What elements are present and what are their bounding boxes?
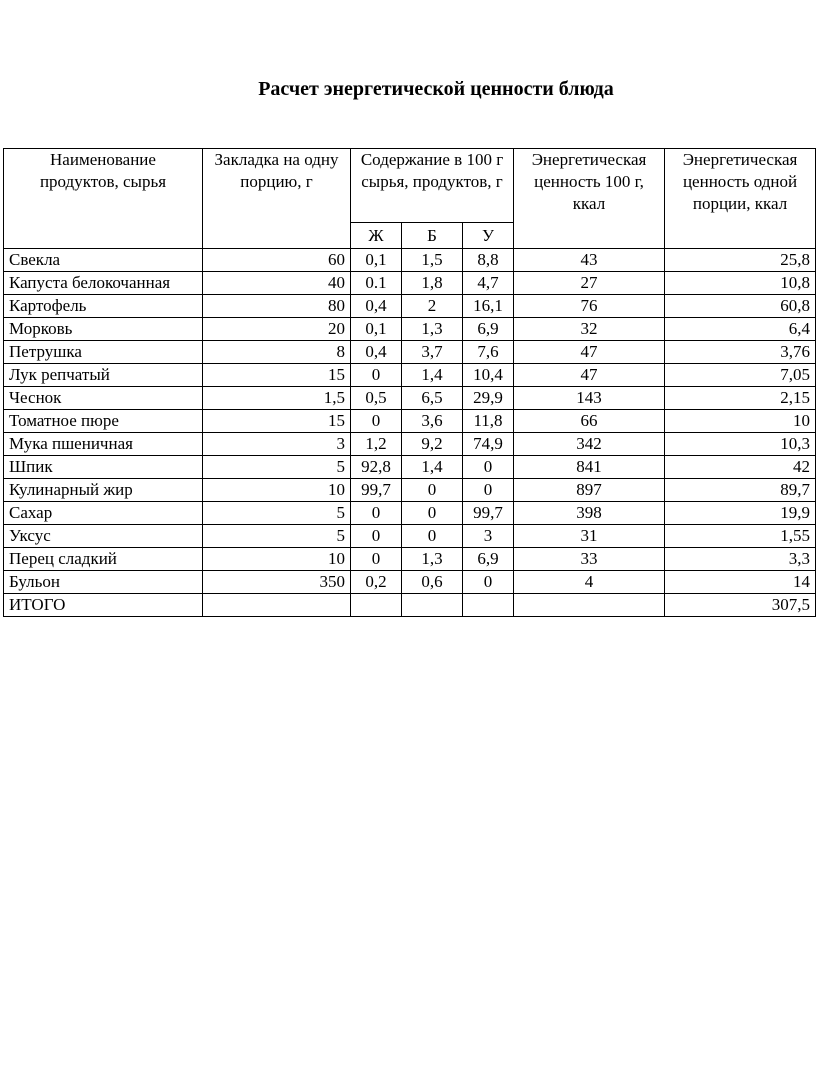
cell-name: Шпик bbox=[4, 456, 203, 479]
table-row bbox=[4, 364, 816, 387]
cell-energy-portion: 25,8 bbox=[665, 249, 816, 272]
header-carbs: У bbox=[463, 223, 514, 249]
table-row bbox=[4, 502, 816, 525]
cell-carbs: 10,4 bbox=[463, 364, 514, 387]
cell-protein: 0,6 bbox=[402, 571, 463, 594]
cell-fat: 0 bbox=[351, 364, 402, 387]
cell-portion: 15 bbox=[203, 410, 351, 433]
cell-energy-portion: 2,15 bbox=[665, 387, 816, 410]
cell-portion: 350 bbox=[203, 571, 351, 594]
cell-carbs: 0 bbox=[463, 571, 514, 594]
total-empty-cell bbox=[203, 594, 351, 617]
cell-portion: 20 bbox=[203, 318, 351, 341]
cell-fat: 99,7 bbox=[351, 479, 402, 502]
cell-protein: 1,3 bbox=[402, 318, 463, 341]
cell-protein: 1,4 bbox=[402, 456, 463, 479]
header-row bbox=[4, 149, 816, 223]
cell-name: Капуста белокочанная bbox=[4, 272, 203, 295]
total-empty-cell bbox=[402, 594, 463, 617]
cell-energy-portion: 14 bbox=[665, 571, 816, 594]
cell-energy-100: 47 bbox=[514, 341, 665, 364]
cell-fat: 0.1 bbox=[351, 272, 402, 295]
cell-protein: 0 bbox=[402, 525, 463, 548]
cell-energy-100: 76 bbox=[514, 295, 665, 318]
table-row bbox=[4, 410, 816, 433]
cell-energy-100: 897 bbox=[514, 479, 665, 502]
cell-energy-100: 4 bbox=[514, 571, 665, 594]
cell-protein: 1,8 bbox=[402, 272, 463, 295]
table-row bbox=[4, 479, 816, 502]
cell-name: Сахар bbox=[4, 502, 203, 525]
cell-carbs: 16,1 bbox=[463, 295, 514, 318]
header-energy-100: Энергетическая ценность 100 г, ккал bbox=[514, 149, 665, 249]
table-row bbox=[4, 318, 816, 341]
table-row bbox=[4, 341, 816, 364]
cell-carbs: 6,9 bbox=[463, 318, 514, 341]
cell-fat: 0 bbox=[351, 548, 402, 571]
cell-name: Бульон bbox=[4, 571, 203, 594]
cell-name: Картофель bbox=[4, 295, 203, 318]
cell-portion: 5 bbox=[203, 502, 351, 525]
cell-fat: 0,4 bbox=[351, 341, 402, 364]
cell-carbs: 74,9 bbox=[463, 433, 514, 456]
cell-energy-portion: 60,8 bbox=[665, 295, 816, 318]
cell-portion: 8 bbox=[203, 341, 351, 364]
cell-energy-100: 342 bbox=[514, 433, 665, 456]
cell-energy-100: 841 bbox=[514, 456, 665, 479]
cell-name: Кулинарный жир bbox=[4, 479, 203, 502]
cell-fat: 0 bbox=[351, 502, 402, 525]
cell-protein: 1,3 bbox=[402, 548, 463, 571]
cell-energy-portion: 1,55 bbox=[665, 525, 816, 548]
total-empty-cell bbox=[514, 594, 665, 617]
cell-energy-portion: 10,8 bbox=[665, 272, 816, 295]
total-empty-cell bbox=[351, 594, 402, 617]
cell-portion: 40 bbox=[203, 272, 351, 295]
cell-carbs: 8,8 bbox=[463, 249, 514, 272]
cell-energy-portion: 3,76 bbox=[665, 341, 816, 364]
cell-energy-100: 47 bbox=[514, 364, 665, 387]
table-row bbox=[4, 433, 816, 456]
cell-carbs: 0 bbox=[463, 456, 514, 479]
cell-energy-portion: 6,4 bbox=[665, 318, 816, 341]
cell-energy-portion: 7,05 bbox=[665, 364, 816, 387]
cell-fat: 0,4 bbox=[351, 295, 402, 318]
cell-energy-portion: 89,7 bbox=[665, 479, 816, 502]
cell-fat: 0,1 bbox=[351, 249, 402, 272]
cell-protein: 0 bbox=[402, 479, 463, 502]
cell-energy-100: 33 bbox=[514, 548, 665, 571]
cell-name: Морковь bbox=[4, 318, 203, 341]
cell-energy-100: 31 bbox=[514, 525, 665, 548]
total-row bbox=[4, 594, 816, 617]
cell-portion: 15 bbox=[203, 364, 351, 387]
cell-name: Свекла bbox=[4, 249, 203, 272]
cell-protein: 0 bbox=[402, 502, 463, 525]
cell-energy-100: 43 bbox=[514, 249, 665, 272]
cell-energy-100: 66 bbox=[514, 410, 665, 433]
cell-energy-portion: 42 bbox=[665, 456, 816, 479]
cell-carbs: 4,7 bbox=[463, 272, 514, 295]
cell-carbs: 0 bbox=[463, 479, 514, 502]
table-row bbox=[4, 249, 816, 272]
cell-fat: 0 bbox=[351, 410, 402, 433]
cell-portion: 1,5 bbox=[203, 387, 351, 410]
table-row bbox=[4, 525, 816, 548]
cell-energy-portion: 10 bbox=[665, 410, 816, 433]
cell-portion: 3 bbox=[203, 433, 351, 456]
table-row bbox=[4, 548, 816, 571]
table-row bbox=[4, 456, 816, 479]
cell-portion: 10 bbox=[203, 479, 351, 502]
cell-name: Перец сладкий bbox=[4, 548, 203, 571]
cell-energy-100: 27 bbox=[514, 272, 665, 295]
total-empty-cell bbox=[463, 594, 514, 617]
cell-carbs: 29,9 bbox=[463, 387, 514, 410]
cell-name: Лук репчатый bbox=[4, 364, 203, 387]
total-label: ИТОГО bbox=[4, 594, 203, 617]
cell-fat: 92,8 bbox=[351, 456, 402, 479]
header-energy-portion: Энергетическая ценность одной порции, ккал bbox=[665, 149, 816, 249]
total-energy-portion: 307,5 bbox=[665, 594, 816, 617]
cell-protein: 1,4 bbox=[402, 364, 463, 387]
cell-fat: 0,2 bbox=[351, 571, 402, 594]
cell-carbs: 11,8 bbox=[463, 410, 514, 433]
cell-energy-portion: 3,3 bbox=[665, 548, 816, 571]
cell-fat: 1,2 bbox=[351, 433, 402, 456]
table-row bbox=[4, 295, 816, 318]
cell-portion: 5 bbox=[203, 456, 351, 479]
cell-energy-portion: 19,9 bbox=[665, 502, 816, 525]
cell-portion: 60 bbox=[203, 249, 351, 272]
cell-protein: 2 bbox=[402, 295, 463, 318]
cell-protein: 6,5 bbox=[402, 387, 463, 410]
table-row bbox=[4, 387, 816, 410]
cell-energy-100: 398 bbox=[514, 502, 665, 525]
cell-energy-portion: 10,3 bbox=[665, 433, 816, 456]
cell-portion: 80 bbox=[203, 295, 351, 318]
nutrition-table bbox=[3, 148, 816, 617]
cell-protein: 9,2 bbox=[402, 433, 463, 456]
cell-carbs: 3 bbox=[463, 525, 514, 548]
header-content: Содержание в 100 г сырья, продуктов, г bbox=[351, 149, 514, 223]
cell-carbs: 6,9 bbox=[463, 548, 514, 571]
table-row bbox=[4, 272, 816, 295]
cell-name: Петрушка bbox=[4, 341, 203, 364]
cell-carbs: 7,6 bbox=[463, 341, 514, 364]
header-fat: Ж bbox=[351, 223, 402, 249]
cell-fat: 0,1 bbox=[351, 318, 402, 341]
cell-fat: 0,5 bbox=[351, 387, 402, 410]
cell-energy-100: 143 bbox=[514, 387, 665, 410]
cell-carbs: 99,7 bbox=[463, 502, 514, 525]
cell-name: Чеснок bbox=[4, 387, 203, 410]
table-body bbox=[4, 249, 816, 617]
header-portion: Закладка на одну порцию, г bbox=[203, 149, 351, 249]
cell-name: Уксус bbox=[4, 525, 203, 548]
cell-name: Мука пшеничная bbox=[4, 433, 203, 456]
header-name: Наименование продуктов, сырья bbox=[4, 149, 203, 249]
cell-protein: 3,6 bbox=[402, 410, 463, 433]
cell-portion: 10 bbox=[203, 548, 351, 571]
header-protein: Б bbox=[402, 223, 463, 249]
cell-energy-100: 32 bbox=[514, 318, 665, 341]
cell-portion: 5 bbox=[203, 525, 351, 548]
cell-protein: 3,7 bbox=[402, 341, 463, 364]
page-title: Расчет энергетической ценности блюда bbox=[258, 78, 614, 100]
table-row bbox=[4, 571, 816, 594]
cell-protein: 1,5 bbox=[402, 249, 463, 272]
cell-name: Томатное пюре bbox=[4, 410, 203, 433]
cell-fat: 0 bbox=[351, 525, 402, 548]
